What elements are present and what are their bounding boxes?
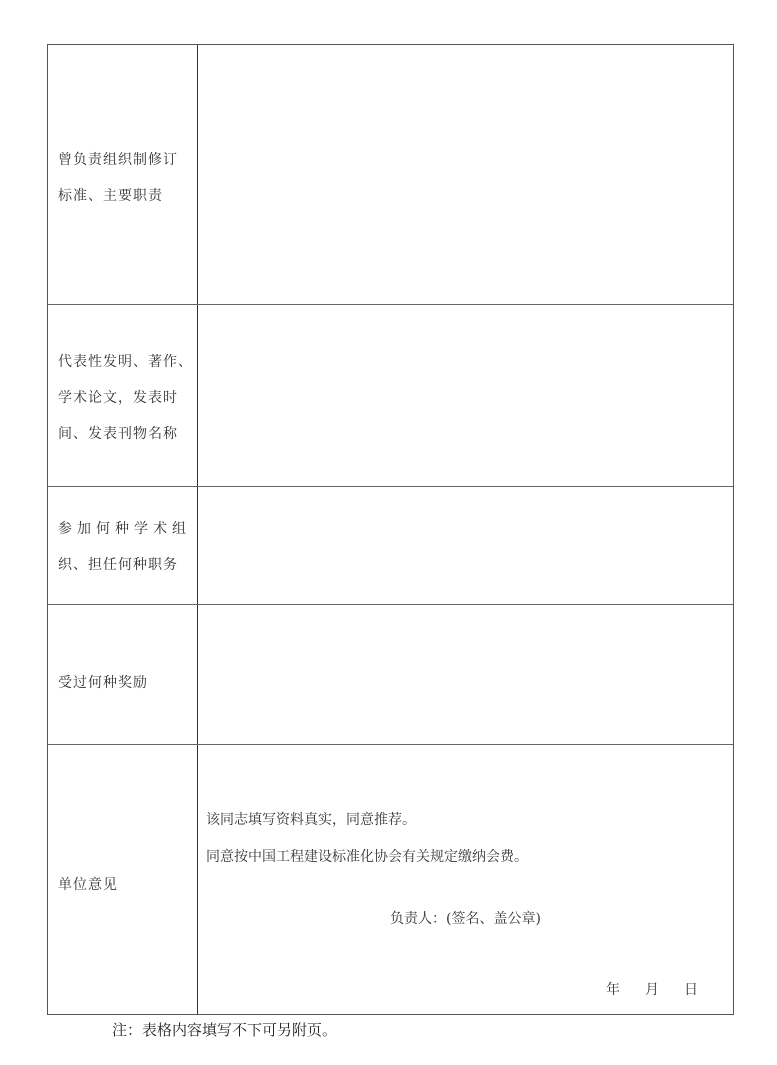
label-line: 曾负责组织制修订	[58, 152, 178, 168]
row-publications	[48, 305, 733, 487]
row-awards	[48, 605, 733, 745]
label-line: 标准、主要职责	[58, 188, 163, 204]
label-line: 参加何种学术组	[58, 521, 191, 537]
field-academic-organizations[interactable]	[198, 487, 733, 604]
label-line: 间、发表刊物名称	[58, 426, 178, 442]
label-standards-responsibilities	[58, 142, 193, 214]
footnote: 注：表格内容填写不下可另附页。	[112, 1021, 338, 1039]
row-academic-organizations	[48, 487, 733, 605]
field-publications[interactable]	[198, 305, 733, 486]
row-unit-opinion	[48, 745, 733, 1014]
signer-label: 负责人：(签名、盖公章)	[390, 911, 541, 927]
opinion-statement-2: 同意按中国工程建设标准化协会有关规定缴纳会费。	[206, 849, 528, 865]
date-year: 年	[606, 982, 620, 998]
date-month: 月	[645, 982, 659, 998]
label-publications	[58, 344, 193, 452]
label-line: 单位意见	[58, 877, 118, 893]
label-line: 受过何种奖励	[58, 675, 148, 691]
opinion-statement-1: 该同志填写资料真实，同意推荐。	[206, 812, 416, 828]
row-standards-responsibilities	[48, 45, 733, 305]
field-awards[interactable]	[198, 605, 733, 744]
column-divider	[197, 745, 198, 1014]
field-standards-responsibilities[interactable]	[198, 45, 733, 304]
label-line: 代表性发明、著作、	[58, 354, 193, 370]
member-form-table	[47, 44, 734, 1015]
label-line: 学术论文，发表时	[58, 390, 178, 406]
label-line: 织、担任何种职务	[58, 557, 178, 573]
label-unit-opinion	[58, 867, 193, 903]
date-day: 日	[684, 982, 698, 998]
label-awards	[58, 665, 193, 701]
label-academic-organizations	[58, 511, 193, 583]
